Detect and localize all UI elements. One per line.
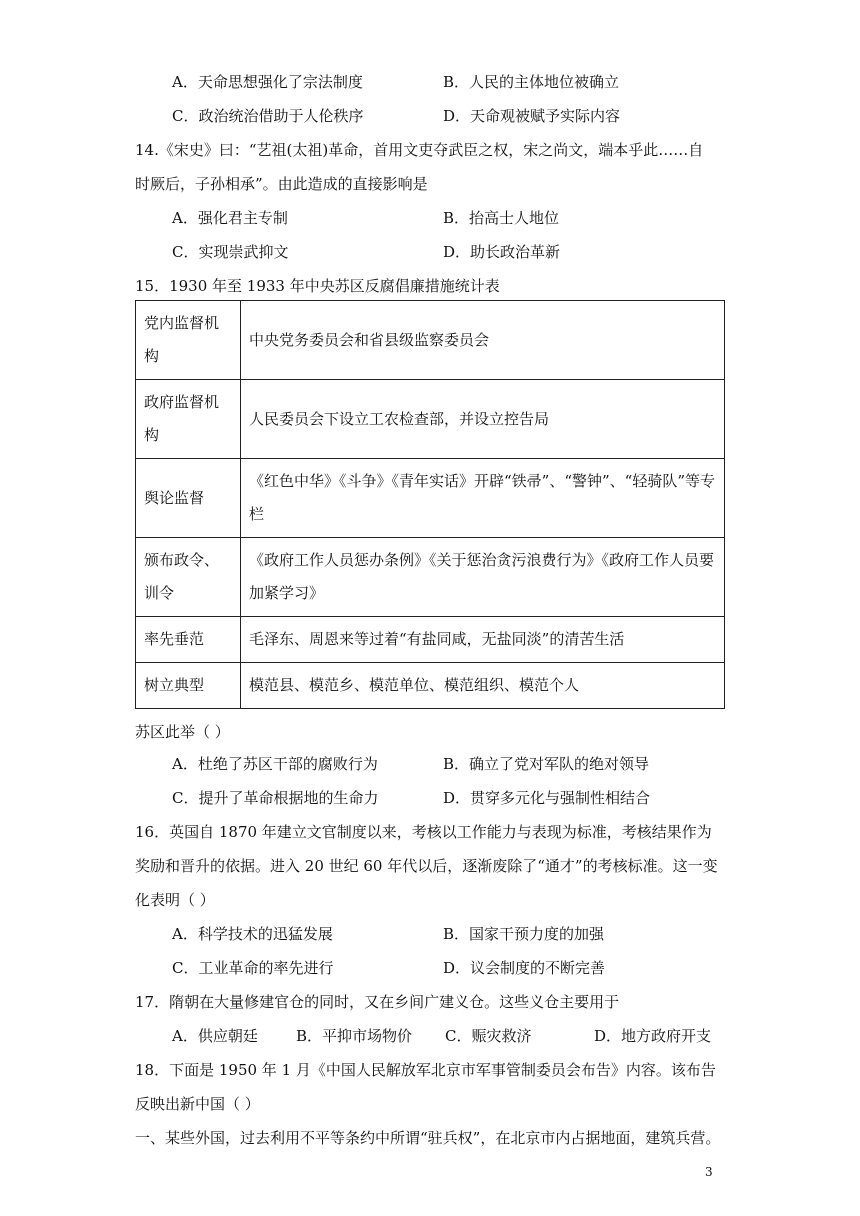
q17-option-b: B．平抑市场物价	[296, 1027, 413, 1045]
q15-option-c: C．提升了革命根据地的生命力	[172, 789, 379, 807]
table-row	[136, 380, 725, 459]
q16-option-a: A．科学技术的迅猛发展	[172, 925, 333, 943]
q13-option-d: D．天命观被赋予实际内容	[443, 107, 621, 125]
q18-stem-line1: 18．下面是 1950 年 1 月《中国人民解放军北京市军事管制委员会布告》内容。该布告	[135, 1061, 716, 1079]
q13-option-b: B．人民的主体地位被确立	[443, 73, 620, 91]
q15-option-a: A．杜绝了苏区干部的腐败行为	[172, 755, 378, 773]
q17-stem: 17．隋朝在大量修建官仓的同时，又在乡间广建义仓。这些义仓主要用于	[135, 993, 620, 1011]
table-cell-key: 树立典型	[136, 663, 241, 709]
q13-option-c: C．政治统治借助于人伦秩序	[172, 107, 364, 125]
q17-option-d: D．地方政府开支	[594, 1027, 712, 1045]
q16-stem-line3: 化表明（ ）	[135, 891, 215, 909]
q14-option-d: D．助长政治革新	[443, 243, 561, 261]
q17-option-a: A．供应朝廷	[172, 1027, 258, 1045]
table-cell-value: 中央党务委员会和省县级监察委员会	[241, 301, 725, 380]
table-row	[136, 301, 725, 380]
q16-option-d: D．议会制度的不断完善	[443, 959, 606, 977]
table-cell-value: 《政府工作人员惩办条例》《关于惩治贪污浪费行为》《政府工作人员要加紧学习》	[241, 538, 725, 617]
q18-stem-line2: 反映出新中国（ ）	[135, 1095, 260, 1113]
q13-option-a: A．天命思想强化了宗法制度	[172, 73, 363, 91]
q14-stem-line1: 14.《宋史》曰：“艺祖(太祖)革命，首用文吏夺武臣之权，宋之尚文，端本乎此……自	[135, 141, 704, 159]
q15-option-b: B．确立了党对军队的绝对领导	[443, 755, 650, 773]
q14-option-b: B．抬高士人地位	[443, 209, 560, 227]
table-cell-key: 舆论监督	[136, 459, 241, 538]
q15-option-d: D．贯穿多元化与强制性相结合	[443, 789, 651, 807]
table-cell-key: 颁布政令、训令	[136, 538, 241, 617]
q17-option-c: C．赈灾救济	[445, 1027, 532, 1045]
anticorruption-table	[135, 300, 725, 709]
table-cell-key: 率先垂范	[136, 617, 241, 663]
q15-stem: 苏区此举（ ）	[135, 723, 230, 741]
q16-stem-line1: 16．英国自 1870 年建立文官制度以来，考核以工作能力与表现为标准，考核结果作为	[135, 823, 712, 841]
table-cell-value: 人民委员会下设立工农检查部，并设立控告局	[241, 380, 725, 459]
table-row	[136, 617, 725, 663]
table-row	[136, 538, 725, 617]
table-cell-value: 《红色中华》《斗争》《青年实话》开辟“铁帚”、“警钟”、“轻骑队”等专栏	[241, 459, 725, 538]
q15-title: 15．1930 年至 1933 年中央苏区反腐倡廉措施统计表	[135, 277, 500, 295]
q16-option-b: B．国家干预力度的加强	[443, 925, 605, 943]
table-cell-key: 政府监督机构	[136, 380, 241, 459]
table-row	[136, 459, 725, 538]
q16-option-c: C．工业革命的率先进行	[172, 959, 334, 977]
q16-stem-line2: 奖励和晋升的依据。进入 20 世纪 60 年代以后，逐渐废除了“通才”的考核标准。这一变	[135, 857, 718, 875]
table-cell-value: 模范县、模范乡、模范单位、模范组织、模范个人	[241, 663, 725, 709]
q14-option-c: C．实现崇武抑文	[172, 243, 289, 261]
table-row	[136, 663, 725, 709]
q14-stem-line2: 时厥后，子孙相承”。由此造成的直接影响是	[135, 175, 428, 193]
page-number: 3	[705, 1165, 713, 1179]
table-cell-value: 毛泽东、周恩来等过着“有盐同咸，无盐同淡”的清苦生活	[241, 617, 725, 663]
q18-stem-line3: 一、某些外国，过去利用不平等条约中所谓“驻兵权”，在北京市内占据地面，建筑兵营。	[135, 1129, 721, 1147]
table-cell-key: 党内监督机构	[136, 301, 241, 380]
q14-option-a: A．强化君主专制	[172, 209, 288, 227]
